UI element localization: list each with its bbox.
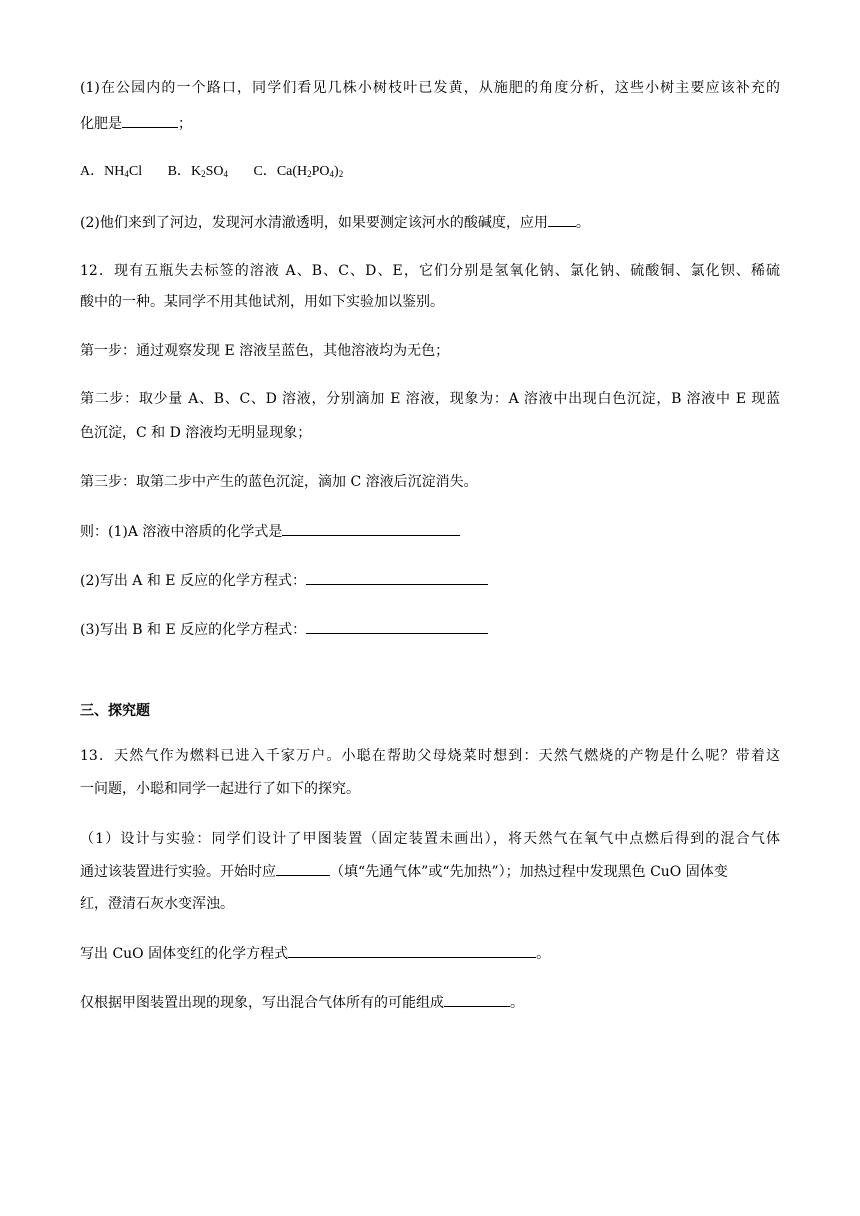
formula-part: Ca(H <box>276 164 308 179</box>
formula-part: PO <box>311 164 330 179</box>
formula-sub: 4 <box>329 169 335 179</box>
q11-part2-prefix: (2)他们来到了河边，发现河水清澈透明，如果要测定该河水的酸碱度，应用 <box>80 215 548 231</box>
q13-answer-blank-3[interactable] <box>444 992 510 1007</box>
q13-eq-suffix: 。 <box>536 946 551 962</box>
formula-sub: 4 <box>223 169 228 179</box>
q13-line1: 13．天然气作为燃料已进入千家万户。小聪在帮助父母烧菜时想到：天然气燃烧的产物是什么呢？带着这 <box>80 748 780 764</box>
q12-step2-line2: 色沉淀，C 和 D 溶液均无明显现象； <box>80 425 312 441</box>
q13-comp-suffix: 。 <box>510 995 524 1011</box>
q12-ask1-text: 则：(1)A 溶液中溶质的化学式是 <box>80 524 283 540</box>
formula-part: NH <box>104 164 125 179</box>
q13-part1-prefix: 通过该装置进行实验。开始时应 <box>80 864 276 880</box>
formula-sub: 2 <box>201 169 206 179</box>
q11-part1-line2 <box>80 113 780 134</box>
q12-answer-blank-1[interactable] <box>282 521 460 536</box>
formula-sub: 4 <box>124 169 129 179</box>
q11-part1-suffix: ； <box>178 116 192 132</box>
formula-part: SO <box>205 164 224 179</box>
q11-part2 <box>80 212 780 233</box>
formula-sub: 2 <box>307 169 312 179</box>
q12-step3: 第三步：取第二步中产生的蓝色沉淀，滴加 C 溶液后沉淀消失。 <box>80 474 478 490</box>
q13-eq-prefix: 写出 CuO 固体变红的化学方程式 <box>80 946 289 962</box>
q12-answer-blank-3[interactable] <box>306 619 488 634</box>
formula-part: K <box>190 164 202 179</box>
q12-answer-blank-2[interactable] <box>306 570 488 585</box>
q13-comp-prefix: 仅根据甲图装置出现的现象，写出混合气体所有的可能组成 <box>80 995 444 1011</box>
option-letter: B． <box>167 164 191 179</box>
q11-option-c <box>253 162 343 182</box>
q11-option-a <box>80 162 142 182</box>
q12-step1: 第一步：通过观察发现 E 溶液呈蓝色，其他溶液均为无色； <box>80 343 450 359</box>
option-letter: A． <box>80 164 105 179</box>
section-title: 三、探究题 <box>80 703 150 719</box>
q12-ask1 <box>80 521 780 542</box>
q13-equation <box>80 943 780 964</box>
q12-ask3 <box>80 619 780 640</box>
q12-step2-line1: 第二步：取少量 A、B、C、D 溶液，分别滴加 E 溶液，现象为：A 溶液中出现白色沉淀，B 溶液中 E 现蓝 <box>80 391 780 407</box>
formula-sub: 2 <box>338 169 344 179</box>
formula-part: ) <box>334 164 339 179</box>
formula-part: Cl <box>128 164 143 179</box>
q11-part2-suffix: 。 <box>575 215 590 231</box>
q12-line2: 酸中的一种。某同学不用其他试剂，用如下实验加以鉴别。 <box>80 294 444 310</box>
option-letter: C． <box>253 164 277 179</box>
q12-line1: 12．现有五瓶失去标签的溶液 A、B、C、D、E，它们分别是氢氧化钠、氯化钠、硫酸铜、氯化钡、稀硫 <box>80 263 780 279</box>
q11-answer-blank-1[interactable] <box>122 113 178 128</box>
q13-answer-blank-1[interactable] <box>276 861 330 876</box>
q12-ask2-text: (2)写出 A 和 E 反应的化学方程式： <box>80 573 306 589</box>
q11-option-b <box>168 162 228 182</box>
q12-ask2 <box>80 570 780 591</box>
q12-ask3-text: (3)写出 B 和 E 反应的化学方程式： <box>80 622 307 638</box>
q13-line2: 一问题，小聪和同学一起进行了如下的探究。 <box>80 781 360 797</box>
q11-options <box>80 162 780 182</box>
q13-answer-blank-2[interactable] <box>288 943 536 958</box>
q13-part1-suffix: （填“先通气体”或“先加热”）；加热过程中发现黑色 CuO 固体变 <box>330 864 728 880</box>
q11-part1-line1: (1)在公园内的一个路口，同学们看见几株小树枝叶已发黄，从施肥的角度分析，这些小树主要应该补充的 <box>80 80 780 96</box>
q11-answer-blank-2[interactable] <box>548 212 576 227</box>
q13-part1-line1: （1）设计与实验：同学们设计了甲图装置（固定装置未画出），将天然气在氧气中点燃后得到的混合气体 <box>80 831 780 847</box>
q11-part1-prefix: 化肥是 <box>80 116 122 132</box>
q13-part1-line3: 红，澄清石灰水变浑浊。 <box>80 896 234 912</box>
q13-composition <box>80 992 780 1013</box>
q13-part1-line2 <box>80 861 780 882</box>
